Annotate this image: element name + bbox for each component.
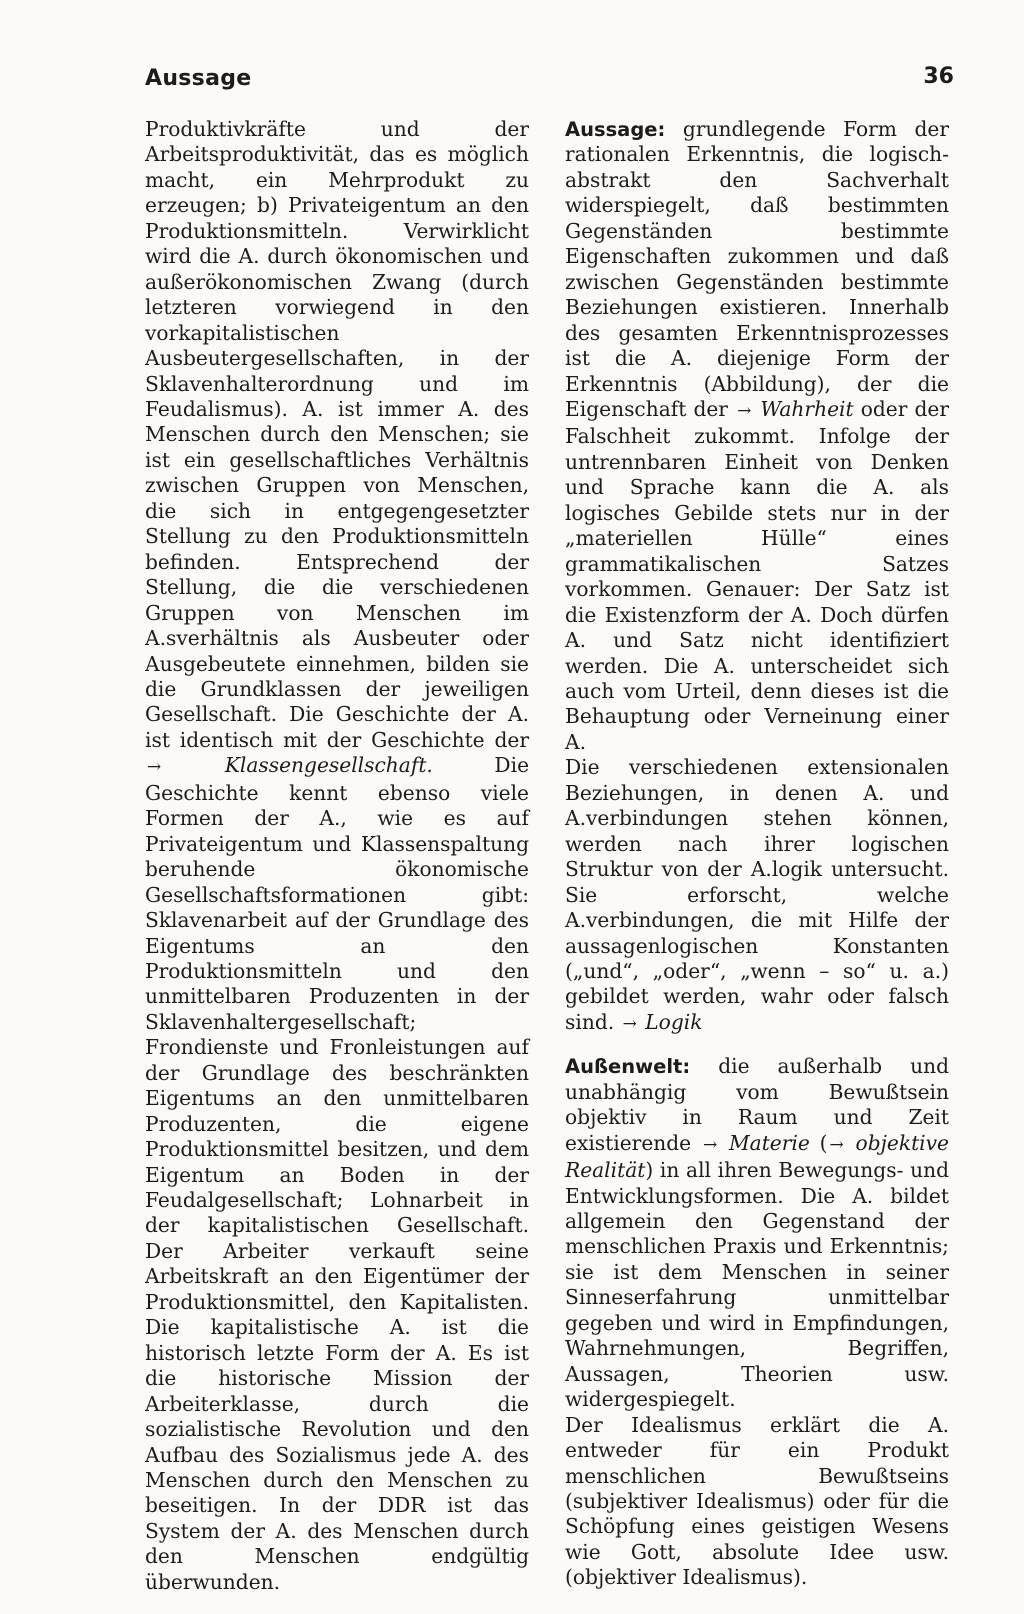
cross-reference-link[interactable]: objektive Realität: [565, 1130, 949, 1183]
cross-reference-link[interactable]: Logik: [645, 1009, 703, 1034]
cross-reference-link[interactable]: Materie: [728, 1130, 810, 1155]
entry-paragraph: [565, 117, 949, 755]
arrow-right-icon: →: [829, 1134, 844, 1155]
arrow-right-icon: →: [702, 1134, 718, 1155]
entry-aussage: [565, 117, 949, 1037]
entry-ausbeutung-continued: [145, 117, 529, 1595]
body-text: die außerhalb und unabhängig vom Bewußtsein objektiv in Raum und Zeit existierende: [565, 1054, 950, 1155]
left-column: [145, 117, 529, 1595]
page-number: 36: [923, 64, 954, 89]
body-text: Die Geschichte kennt ebenso viele Formen der A., wie es auf Privateigentum und Klassenspaltung beruhende ökonomische Gesellschaftsformationen gibt: Sklavenarbeit auf der Grundlage des Eigentums an den Produktionsmitteln und den unmittelbaren Produzenten in der Sklavenhaltergesellschaft; Frondienste und Fronleistungen auf der Grundlage des beschränkten Eigentums an den unmittelbaren Produzenten, die eigene Produktionsmittel besitzen, und dem Eigentum an Boden in der Feudalgesellschaft; Lohnarbeit in der kapitalistischen Gesellschaft. Der Arbeiter verkauft seine Arbeitskraft an den Eigentümer der Produktionsmittel, den Kapitalisten. Die kapitalistische A. ist die historisch letzte Form der A. Es ist die historische Mission der Arbeiterklasse, durch die sozialistische Revolution und den Aufbau des Sozialismus jede A. des Menschen durch den Menschen zu beseitigen. In der DDR ist das System der A. des Menschen durch den Menschen endgültig überwunden.: [145, 753, 530, 1594]
arrow-right-icon: →: [147, 757, 162, 778]
cross-reference-link[interactable]: Klassengesellschaft.: [224, 753, 433, 778]
body-text: Die verschiedenen extensionalen Beziehungen, in denen A. und A.verbindungen stehen können, werden nach ihrer logischen Struktur von der A.logik untersucht. Sie erforscht, welche A.verbindungen, die mit Hilfe der aussagenlogischen Konstanten („und“, „oder“, „wenn – so“ u. a.) gebildet werden, wahr oder falsch sind.: [565, 755, 949, 1034]
headword: Aussage:: [565, 118, 666, 141]
entry-paragraph: [565, 1054, 949, 1412]
body-text: Produktivkräfte und der Arbeitsproduktivität, das es möglich macht, ein Mehrprodukt zu erzeugen; b) Privateigentum an den Produktionsmitteln. Verwirklicht wird die A. durch ökonomischen und außerökonomischen Zwang (durch letzteren vorwiegend in den vorkapitalistischen Ausbeutergesellschaften, in der Sklavenhalterordnung und im Feudalismus). A. ist immer A. des Menschen durch den Menschen; sie ist ein gesellschaftliches Verhältnis zwischen Gruppen von Menschen, die sich in entgegengesetzter Stellung zu den Produktionsmitteln befinden. Entsprechend der Stellung, die die verschiedenen Gruppen von Menschen im A.sverhältnis als Ausbeuter oder Ausgebeutete einnehmen, bilden sie die Grundklassen der jeweiligen Gesellschaft. Die Geschichte der A. ist identisch mit der Geschichte der: [145, 117, 529, 752]
running-header: Aussage: [145, 66, 252, 91]
right-column: [565, 117, 949, 1591]
body-text: oder der Falschheit zukommt. Infolge der untrennbaren Einheit von Denken und Sprache kann die A. als logisches Gebilde stets nur in der „materiellen Hülle“ eines grammatikalischen Satzes vorkommen. Genauer: Der Satz ist die Existenzform der A. Doch dürfen A. und Satz nicht identifiziert werden. Die A. unterscheidet sich auch vom Urteil, denn dieses ist die Behauptung oder Verneinung einer A.: [565, 396, 949, 754]
cross-reference-link[interactable]: Wahrheit: [760, 396, 854, 421]
headword: Außenwelt:: [565, 1055, 691, 1079]
entry-aussenwelt: [565, 1054, 949, 1591]
arrow-right-icon: →: [622, 1013, 637, 1034]
arrow-right-icon: →: [737, 400, 752, 421]
body-text: Der Idealismus erklärt die A. entweder für ein Produkt menschlichen Bewußtseins (subjektiver Idealismus) oder für die Schöpfung eines geistigen Wesens wie Gott, absolute Idee usw. (objektiver Idealismus).: [565, 1412, 949, 1590]
entry-paragraph: [565, 755, 949, 1037]
parenthesis: ): [645, 1158, 654, 1183]
body-text: grundlegende Form der rationalen Erkenntnis, die logisch-abstrakt den Sachverhalt widerspiegelt, daß bestimmten Gegenständen bestimmte Eigenschaften zukommen und daß zwischen Gegenständen bestimmte Beziehungen existieren. Innerhalb des gesamten Erkenntnisprozesses ist die A. diejenige Form der Erkenntnis (Abbildung), der die Eigenschaft der: [565, 117, 949, 421]
parenthesis: (: [819, 1130, 828, 1155]
entry-paragraph: [565, 1413, 949, 1591]
body-text: in all ihren Bewegungs- und Entwicklungsformen. Die A. bildet allgemein den Gegenstand der menschlichen Praxis und Erkenntnis; sie ist dem Menschen in seiner Sinneserfahrung unmittelbar gegeben und wird in Empfindungen, Wahrnehmungen, Begriffen, Aussagen, Theorien usw. widergespiegelt.: [565, 1158, 949, 1412]
